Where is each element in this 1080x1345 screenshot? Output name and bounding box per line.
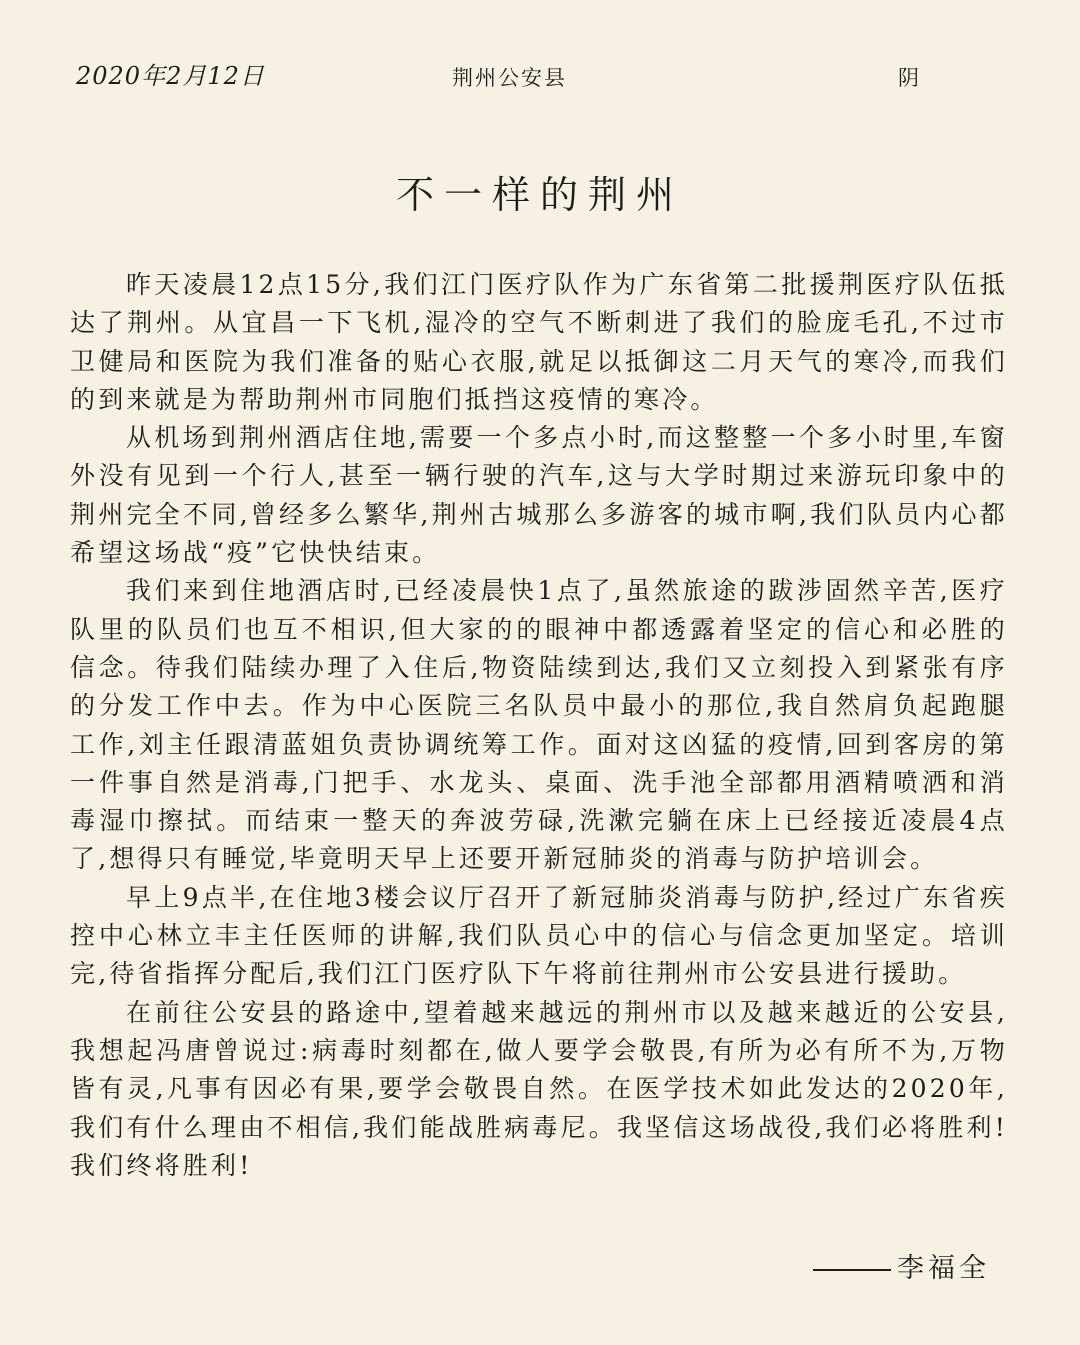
signature-name: 李福全 — [897, 1253, 990, 1284]
diary-body — [70, 266, 1008, 1185]
signature-dash — [813, 1269, 891, 1271]
diary-title: 不一样的荆州 — [395, 173, 684, 217]
paragraph-2: 从机场到荆州酒店住地,需要一个多点小时,而这整整一个多小时里,车窗外没有见到一个行人,甚至一辆行驶的汽车,这与大学时期过来游玩印象中的荆州完全不同,曾经多么繁华,荆州古城那么多游客的城市啊,我们队员内心都希望这场战“疫”它快快结束。 — [70, 423, 1008, 568]
paragraph-1: 昨天凌晨12点15分,我们江门医疗队作为广东省第二批援荆医疗队伍抵达了荆州。从宜昌一下飞机,湿冷的空气不断刺进了我们的脸庞毛孔,不过市卫健局和医院为我们准备的贴心衣服,就足以抵御这二月天气的寒冷,而我们的到来就是为帮助荆州市同胞们抵挡这疫情的寒冷。 — [70, 270, 1008, 414]
diary-location: 荆州公安县 — [452, 66, 567, 90]
diary-date: 2020年2月12日 — [76, 62, 265, 90]
diary-header — [0, 52, 1080, 92]
signature — [813, 1246, 990, 1285]
paragraph-5: 在前往公安县的路途中,望着越来越远的荆州市以及越来越近的公安县,我想起冯唐曾说过:病毒时刻都在,做人要学会敬畏,有所为必有所不为,万物皆有灵,凡事有因必有果,要学会敬畏自然。在医学技术如此发达的2020年,我们有什么理由不相信,我们能战胜病毒尼。我坚信这场战役,我们必将胜利!我们终将胜利! — [70, 997, 1008, 1180]
paragraph-4: 早上9点半,在住地3楼会议厅召开了新冠肺炎消毒与防护,经过广东省疾控中心林立丰主任医师的讲解,我们队员心中的信心与信念更加坚定。培训完,待省指挥分配后,我们江门医疗队下午将前往荆州市公安县进行援助。 — [70, 882, 1008, 989]
diary-weather: 阴 — [898, 66, 919, 90]
paragraph-3: 我们来到住地酒店时,已经凌晨快1点了,虽然旅途的跋涉固然辛苦,医疗队里的队员们也互不相识,但大家的的眼神中都透露着坚定的信心和必胜的信念。待我们陆续办理了入住后,物资陆续到达,我们又立刻投入到紧张有序的分发工作中去。作为中心医院三名队员中最小的那位,我自然肩负起跑腿工作,刘主任跟清蓝姐负责协调统筹工作。面对这凶猛的疫情,回到客房的第一件事自然是消毒,门把手、水龙头、桌面、洗手池全部都用酒精喷洒和消毒湿巾擦拭。而结束一整天的奔波劳碌,洗漱完躺在床上已经接近凌晨4点了,想得只有睡觉,毕竟明天早上还要开新冠肺炎的消毒与防护培训会。 — [70, 576, 1008, 874]
